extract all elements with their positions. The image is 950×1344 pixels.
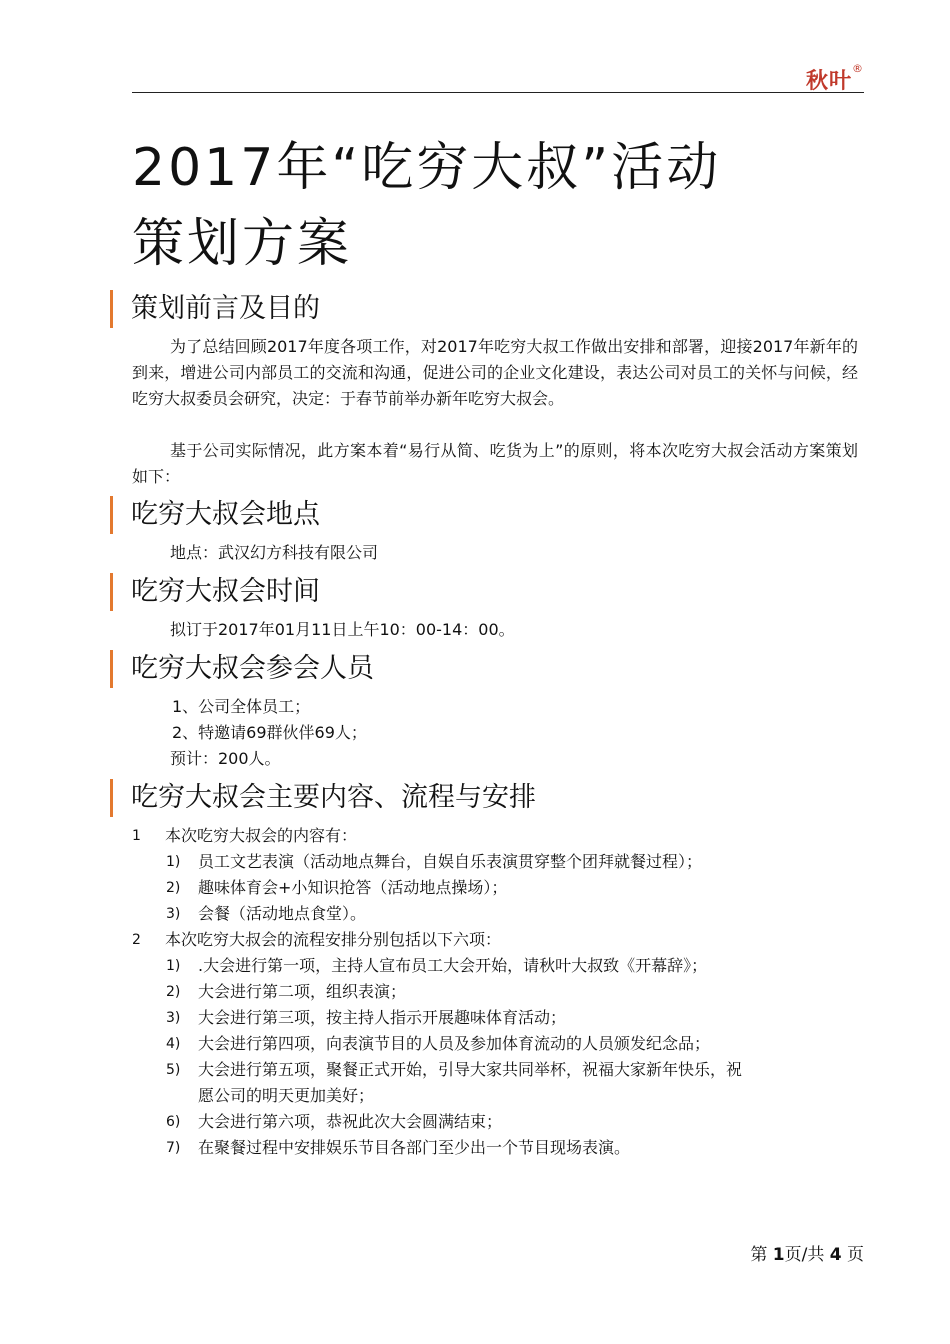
flow-item-text: 大会进行第二项，组织表演； — [198, 982, 407, 1001]
flow-item-number: 7) — [166, 1140, 181, 1156]
logo-text: 秋叶 — [805, 69, 852, 94]
footer-prefix: 第 — [750, 1245, 768, 1265]
location-text: 地点：武汉幻方科技有限公司 — [170, 543, 379, 562]
content-item-number: 2) — [166, 880, 181, 896]
section-heading-agenda: 吃穷大叔会主要内容、流程与安排 — [110, 779, 536, 817]
section-heading-attendees: 吃穷大叔会参会人员 — [110, 650, 374, 688]
agenda-group-1-number: 1 — [132, 828, 141, 844]
footer-suffix: 页 — [847, 1245, 864, 1265]
section-heading-preface: 策划前言及目的 — [110, 290, 320, 328]
agenda-group-1-label: 本次吃穷大叔会的内容有： — [165, 826, 358, 845]
attendee-estimate: 预计：200人。 — [170, 749, 281, 768]
agenda-group-2-number: 2 — [132, 932, 141, 948]
header-divider — [132, 92, 864, 93]
agenda-group-2-label: 本次吃穷大叔会的流程安排分别包括以下六项： — [165, 930, 502, 949]
current-page-number: 1 — [772, 1245, 785, 1265]
flow-item-number: 1) — [166, 958, 181, 974]
content-item-number: 1) — [166, 854, 181, 870]
flow-item-text: 大会进行第五项，聚餐正式开始，引导大家共同举杯，祝福大家新年快乐，祝 — [198, 1060, 743, 1079]
flow-item-text: 大会进行第四项，向表演节目的人员及参加体育流动的人员颁发纪念品； — [198, 1034, 711, 1053]
content-item-text: 员工文艺表演（活动地点舞台，自娱自乐表演贯穿整个团拜就餐过程）； — [198, 852, 703, 871]
flow-item-text: 大会进行第六项，恭祝此次大会圆满结束； — [198, 1112, 503, 1131]
content-item-text: 会餐（活动地点食堂）。 — [198, 904, 367, 923]
attendee-item-2: 2、特邀请69群伙伴69人； — [172, 723, 367, 742]
content-item-text: 趣味体育会+小知识抢答（活动地点操场）； — [198, 878, 508, 897]
preface-paragraph-2: 基于公司实际情况，此方案本着“易行从简、吃货为上”的原则，将本次吃穷大叔会活动方案策划如下： — [132, 441, 858, 486]
flow-item-number: 2) — [166, 984, 181, 1000]
document-title — [132, 130, 852, 282]
content-item-number: 3) — [166, 906, 181, 922]
section-heading-location: 吃穷大叔会地点 — [110, 496, 320, 534]
flow-item-text-continued: 愿公司的明天更加美好； — [198, 1086, 375, 1105]
flow-item-text: .大会进行第一项，主持人宣布员工大会开始，请秋叶大叔致《开幕辞》； — [198, 956, 708, 975]
preface-paragraph-1: 为了总结回顾2017年度各项工作，对2017年吃穷大叔工作做出安排和部署，迎接2017年新年的到来，增进公司内部员工的交流和沟通，促进公司的企业文化建设，表达公司对员工的关怀与问候，经吃穷大叔委员会研究，决定：于春节前举办新年吃穷大叔会。 — [132, 337, 858, 408]
flow-item-number: 6) — [166, 1114, 181, 1130]
brand-logo — [806, 64, 864, 95]
flow-item-number: 5) — [166, 1062, 181, 1078]
time-text: 拟订于2017年01月11日上午10：00-14：00。 — [170, 620, 515, 639]
registered-mark: ® — [852, 62, 864, 75]
flow-item-number: 3) — [166, 1010, 181, 1026]
total-page-number: 4 — [829, 1245, 842, 1265]
section-heading-time: 吃穷大叔会时间 — [110, 573, 320, 611]
title-line-2: 策划方案 — [132, 214, 353, 274]
flow-item-number: 4) — [166, 1036, 181, 1052]
page-footer — [750, 1240, 864, 1265]
flow-item-text: 在聚餐过程中安排娱乐节目各部门至少出一个节目现场表演。 — [198, 1138, 631, 1157]
title-line-1: 2017年“吃穷大叔”活动 — [132, 138, 722, 198]
footer-middle: 页/共 — [784, 1245, 825, 1265]
flow-item-text: 大会进行第三项，按主持人指示开展趣味体育活动； — [198, 1008, 567, 1027]
attendee-item-1: 1、公司全体员工； — [172, 697, 311, 716]
